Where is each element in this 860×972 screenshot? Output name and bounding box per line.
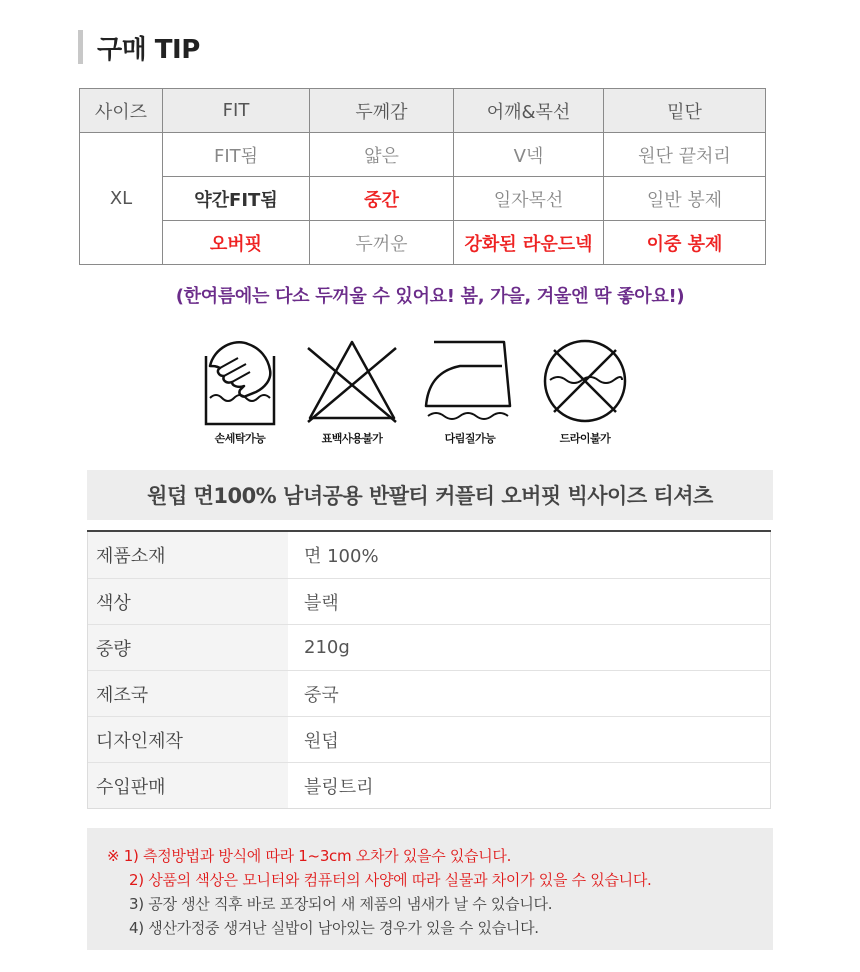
size-table-header xyxy=(80,89,766,133)
table-row xyxy=(80,221,766,265)
product-info-table xyxy=(87,532,771,809)
table-cell: 일반 봉제 xyxy=(604,177,766,221)
no-bleach-icon xyxy=(302,336,402,426)
header-neckline: 어깨&목선 xyxy=(454,89,604,133)
info-key: 색상 xyxy=(88,579,288,624)
header-fit: FIT xyxy=(163,89,310,133)
care-no-bleach xyxy=(297,336,407,446)
info-key: 디자인제작 xyxy=(88,717,288,762)
info-row-color xyxy=(88,578,770,624)
info-key: 수입판매 xyxy=(88,763,288,808)
table-cell: 원단 끝처리 xyxy=(604,133,766,177)
table-cell-highlight: 중간 xyxy=(310,177,454,221)
table-cell: 두꺼운 xyxy=(310,221,454,265)
info-key: 중량 xyxy=(88,625,288,670)
care-hand-wash xyxy=(185,336,295,446)
info-value: 면 100% xyxy=(304,546,379,567)
info-key: 제조국 xyxy=(88,671,288,716)
care-no-dry-clean xyxy=(530,336,640,446)
table-cell-highlight: 이중 봉제 xyxy=(604,221,766,265)
table-row xyxy=(80,133,766,177)
size-table xyxy=(79,88,766,265)
info-row-weight xyxy=(88,624,770,670)
info-value: 210g xyxy=(304,637,350,658)
table-cell-highlight: 오버핏 xyxy=(163,221,310,265)
note-line: 2) 상품의 색상은 모니터와 컴퓨터의 사양에 따라 실물과 차이가 있을 수 있습니다. xyxy=(129,871,652,889)
table-cell-highlight: 강화된 라운드넥 xyxy=(454,221,604,265)
hand-wash-label: 손세탁가능 xyxy=(214,432,266,445)
note-line: 4) 생산가정중 생겨난 실밥이 남아있는 경우가 있을 수 있습니다. xyxy=(129,919,539,937)
header-size: 사이즈 xyxy=(80,89,163,133)
info-value: 원덥 xyxy=(304,730,339,752)
note-line: ※ 1) 측정방법과 방식에 따라 1~3cm 오차가 있을수 있습니다. xyxy=(107,847,512,865)
no-dry-clean-icon xyxy=(540,336,630,426)
no-dry-clean-label: 드라이불가 xyxy=(559,432,611,445)
info-value: 블랙 xyxy=(304,592,339,614)
no-bleach-label: 표백사용불가 xyxy=(321,432,383,445)
notes-box xyxy=(87,828,773,950)
section-title-text: 구매 TIP xyxy=(97,34,200,65)
info-row-importer xyxy=(88,762,770,808)
season-note: (한여름에는 다소 두꺼울 수 있어요! 봄, 가을, 겨울엔 딱 좋아요!) xyxy=(175,286,685,307)
table-cell: 약간FIT됨 xyxy=(163,177,310,221)
iron-label: 다림질가능 xyxy=(444,432,496,445)
info-row-design xyxy=(88,716,770,762)
note-line: 3) 공장 생산 직후 바로 포장되어 새 제품의 냄새가 날 수 있습니다. xyxy=(129,895,553,913)
section-title xyxy=(78,30,200,64)
table-cell: FIT됨 xyxy=(163,133,310,177)
table-cell: 일자목선 xyxy=(454,177,604,221)
info-row-material xyxy=(88,532,770,578)
iron-icon xyxy=(420,336,520,426)
size-value: XL xyxy=(80,133,163,265)
info-value: 블링트리 xyxy=(304,776,374,798)
info-key: 제품소재 xyxy=(88,532,288,578)
product-title: 원덥 면100% 남녀공용 반팔티 커플티 오버핏 빅사이즈 티셔츠 xyxy=(87,470,773,520)
table-cell: V넥 xyxy=(454,133,604,177)
table-row xyxy=(80,177,766,221)
hand-wash-icon xyxy=(202,336,278,426)
care-iron xyxy=(415,336,525,446)
header-hem: 밑단 xyxy=(604,89,766,133)
title-accent-bar xyxy=(78,30,83,64)
info-value: 중국 xyxy=(304,684,339,706)
header-thickness: 두께감 xyxy=(310,89,454,133)
info-row-country xyxy=(88,670,770,716)
table-cell: 얇은 xyxy=(310,133,454,177)
